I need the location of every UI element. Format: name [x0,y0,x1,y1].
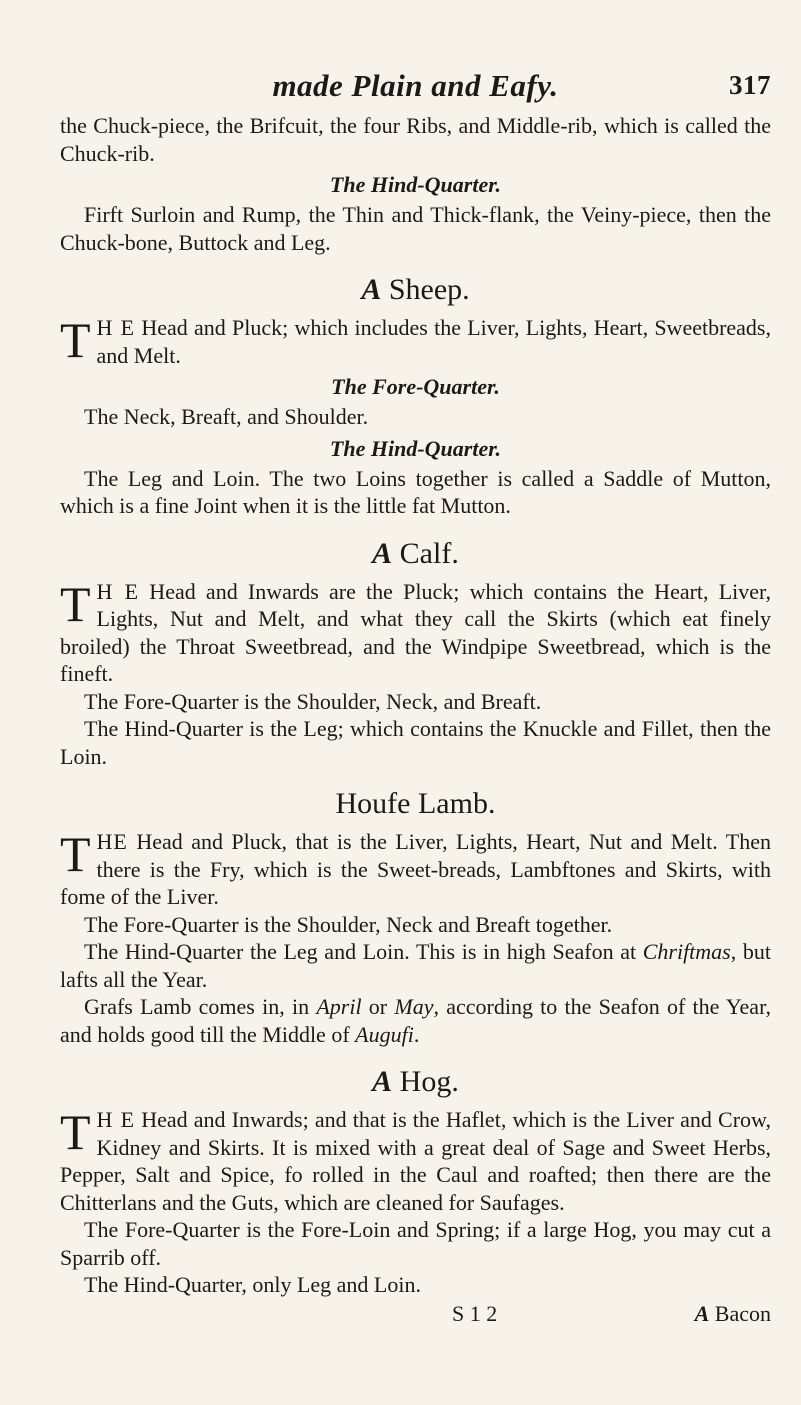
sheep-heading [60,270,771,310]
intro-paragraph: the Chuck-piece, the Brifcuit, the four Ribs, and Middle-rib, which is called the Chuck-rib. [60,113,771,166]
calf-dropcap: T [60,575,91,632]
lamb-fore-quarter-paragraph: The Fore-Quarter is the Shoulder, Neck and Breaft together. [84,911,613,937]
grass-lamb-paragraph [60,993,771,1048]
calf-lead: H E [96,578,140,604]
calf-heading [60,534,771,574]
page-footer [60,1299,771,1329]
calf-text: Head and Inwards are the Pluck; which contains the Heart, Liver, Lights, Nut and Melt, and what they call the Skirts (which eat finely broiled) the Throat Sweetbread, and the Windpipe Sweetbread, which is the fineft. [60,578,772,686]
catchword-article: A [694,1300,710,1326]
beef-hind-quarter-paragraph: Firft Surloin and Rump, the Thin and Thick-flank, the Veiny-piece, then the Chuck-bone, Buttock and Leg. [60,202,771,255]
hog-lead: H E [96,1107,136,1132]
hog-text: Head and Inwards; and that is the Haflet, which is the Liver and Crow, Kidney and Skirts. It is mixed with a great deal of Sage and Sweet Herbs, Pepper, Salt and Spice, fo rolled in the Caul and roafted; then there are the Chitterlans and the Guts, which are cleaned for Saufages. [60,1107,771,1215]
hog-dropcap: T [60,1104,91,1160]
lamb-hind-quarter-paragraph [60,938,771,993]
calf-fore-quarter-paragraph: The Fore-Quarter is the Shoulder, Neck, and Breaft. [84,688,542,714]
page-number: 317 [729,70,771,100]
calf-heading-article: A [372,536,393,570]
calf-hind-quarter-paragraph: The Hind-Quarter is the Leg; which contains the Knuckle and Fillet, then the Loin. [60,716,771,769]
sheep-fore-quarter-paragraph: The Neck, Breaft, and Shoulder. [84,404,369,429]
running-head [60,68,771,112]
hog-fore-quarter-paragraph: The Fore-Quarter is the Fore-Loin and Spring; if a large Hog, you may cut a Sparrib off. [60,1217,771,1270]
hog-heading [60,1062,771,1102]
lamb-dropcap: T [60,826,91,882]
hog-paragraph [60,1106,771,1216]
grass-end: . [413,1021,420,1047]
running-title: made Plain and Eafy. [272,68,559,103]
grass-or: or [361,994,395,1019]
signature-mark: S 1 2 [452,1300,498,1326]
grass-text-b: , according to the Seafon of the Year, and holds good till the Middle of [60,994,772,1047]
lamb-christmas: Chriftmas [642,939,731,964]
catchword [695,1299,771,1329]
sheep-heading-word: Sheep. [388,273,470,306]
lamb-hind-text-b: , but lafts all the Year. [60,939,771,992]
lamb-paragraph [60,828,771,911]
lamb-lead: HE [96,829,128,854]
sheep-hind-quarter-paragraph: The Leg and Loin. The two Loins together is called a Saddle of Mutton, which is a fine Joint when it is the little fat Mutton. [60,465,771,518]
grass-april: April [316,994,362,1019]
calf-paragraph [60,575,772,688]
calf-heading-word: Calf. [399,536,459,570]
sheep-hind-quarter-subheading: The Hind-Quarter. [329,435,502,461]
lamb-heading: Houfe Lamb. [335,787,496,820]
beef-hind-quarter-subheading: The Hind-Quarter. [329,172,502,197]
grass-may: May [394,994,434,1019]
lamb-text: Head and Pluck, that is the Liver, Lights, Heart, Nut and Melt. Then there is the Fry, which is the Sweet-breads, Lambftones and Skirts, with fome of the Liver. [60,829,771,909]
sheep-text: Head and Pluck; which includes the Liver, Lights, Heart, Sweetbreads, and Melt. [96,315,771,368]
lamb-hind-text-a: The Hind-Quarter the Leg and Loin. This is in high Seafon at [84,939,643,964]
sheep-lead: H E [96,315,136,340]
grass-august: Augufi [355,1021,414,1047]
catchword-text: Bacon [714,1300,771,1326]
hog-heading-word: Hog. [399,1065,459,1098]
hog-heading-article: A [372,1065,393,1098]
sheep-dropcap: T [60,312,91,368]
sheep-fore-quarter-subheading: The Fore-Quarter. [331,374,500,399]
sheep-heading-article: A [361,273,382,306]
hog-hind-quarter-paragraph: The Hind-Quarter, only Leg and Loin. [84,1272,421,1297]
grass-text-a: Grafs Lamb comes in, in [84,994,317,1019]
sheep-paragraph [60,314,771,369]
